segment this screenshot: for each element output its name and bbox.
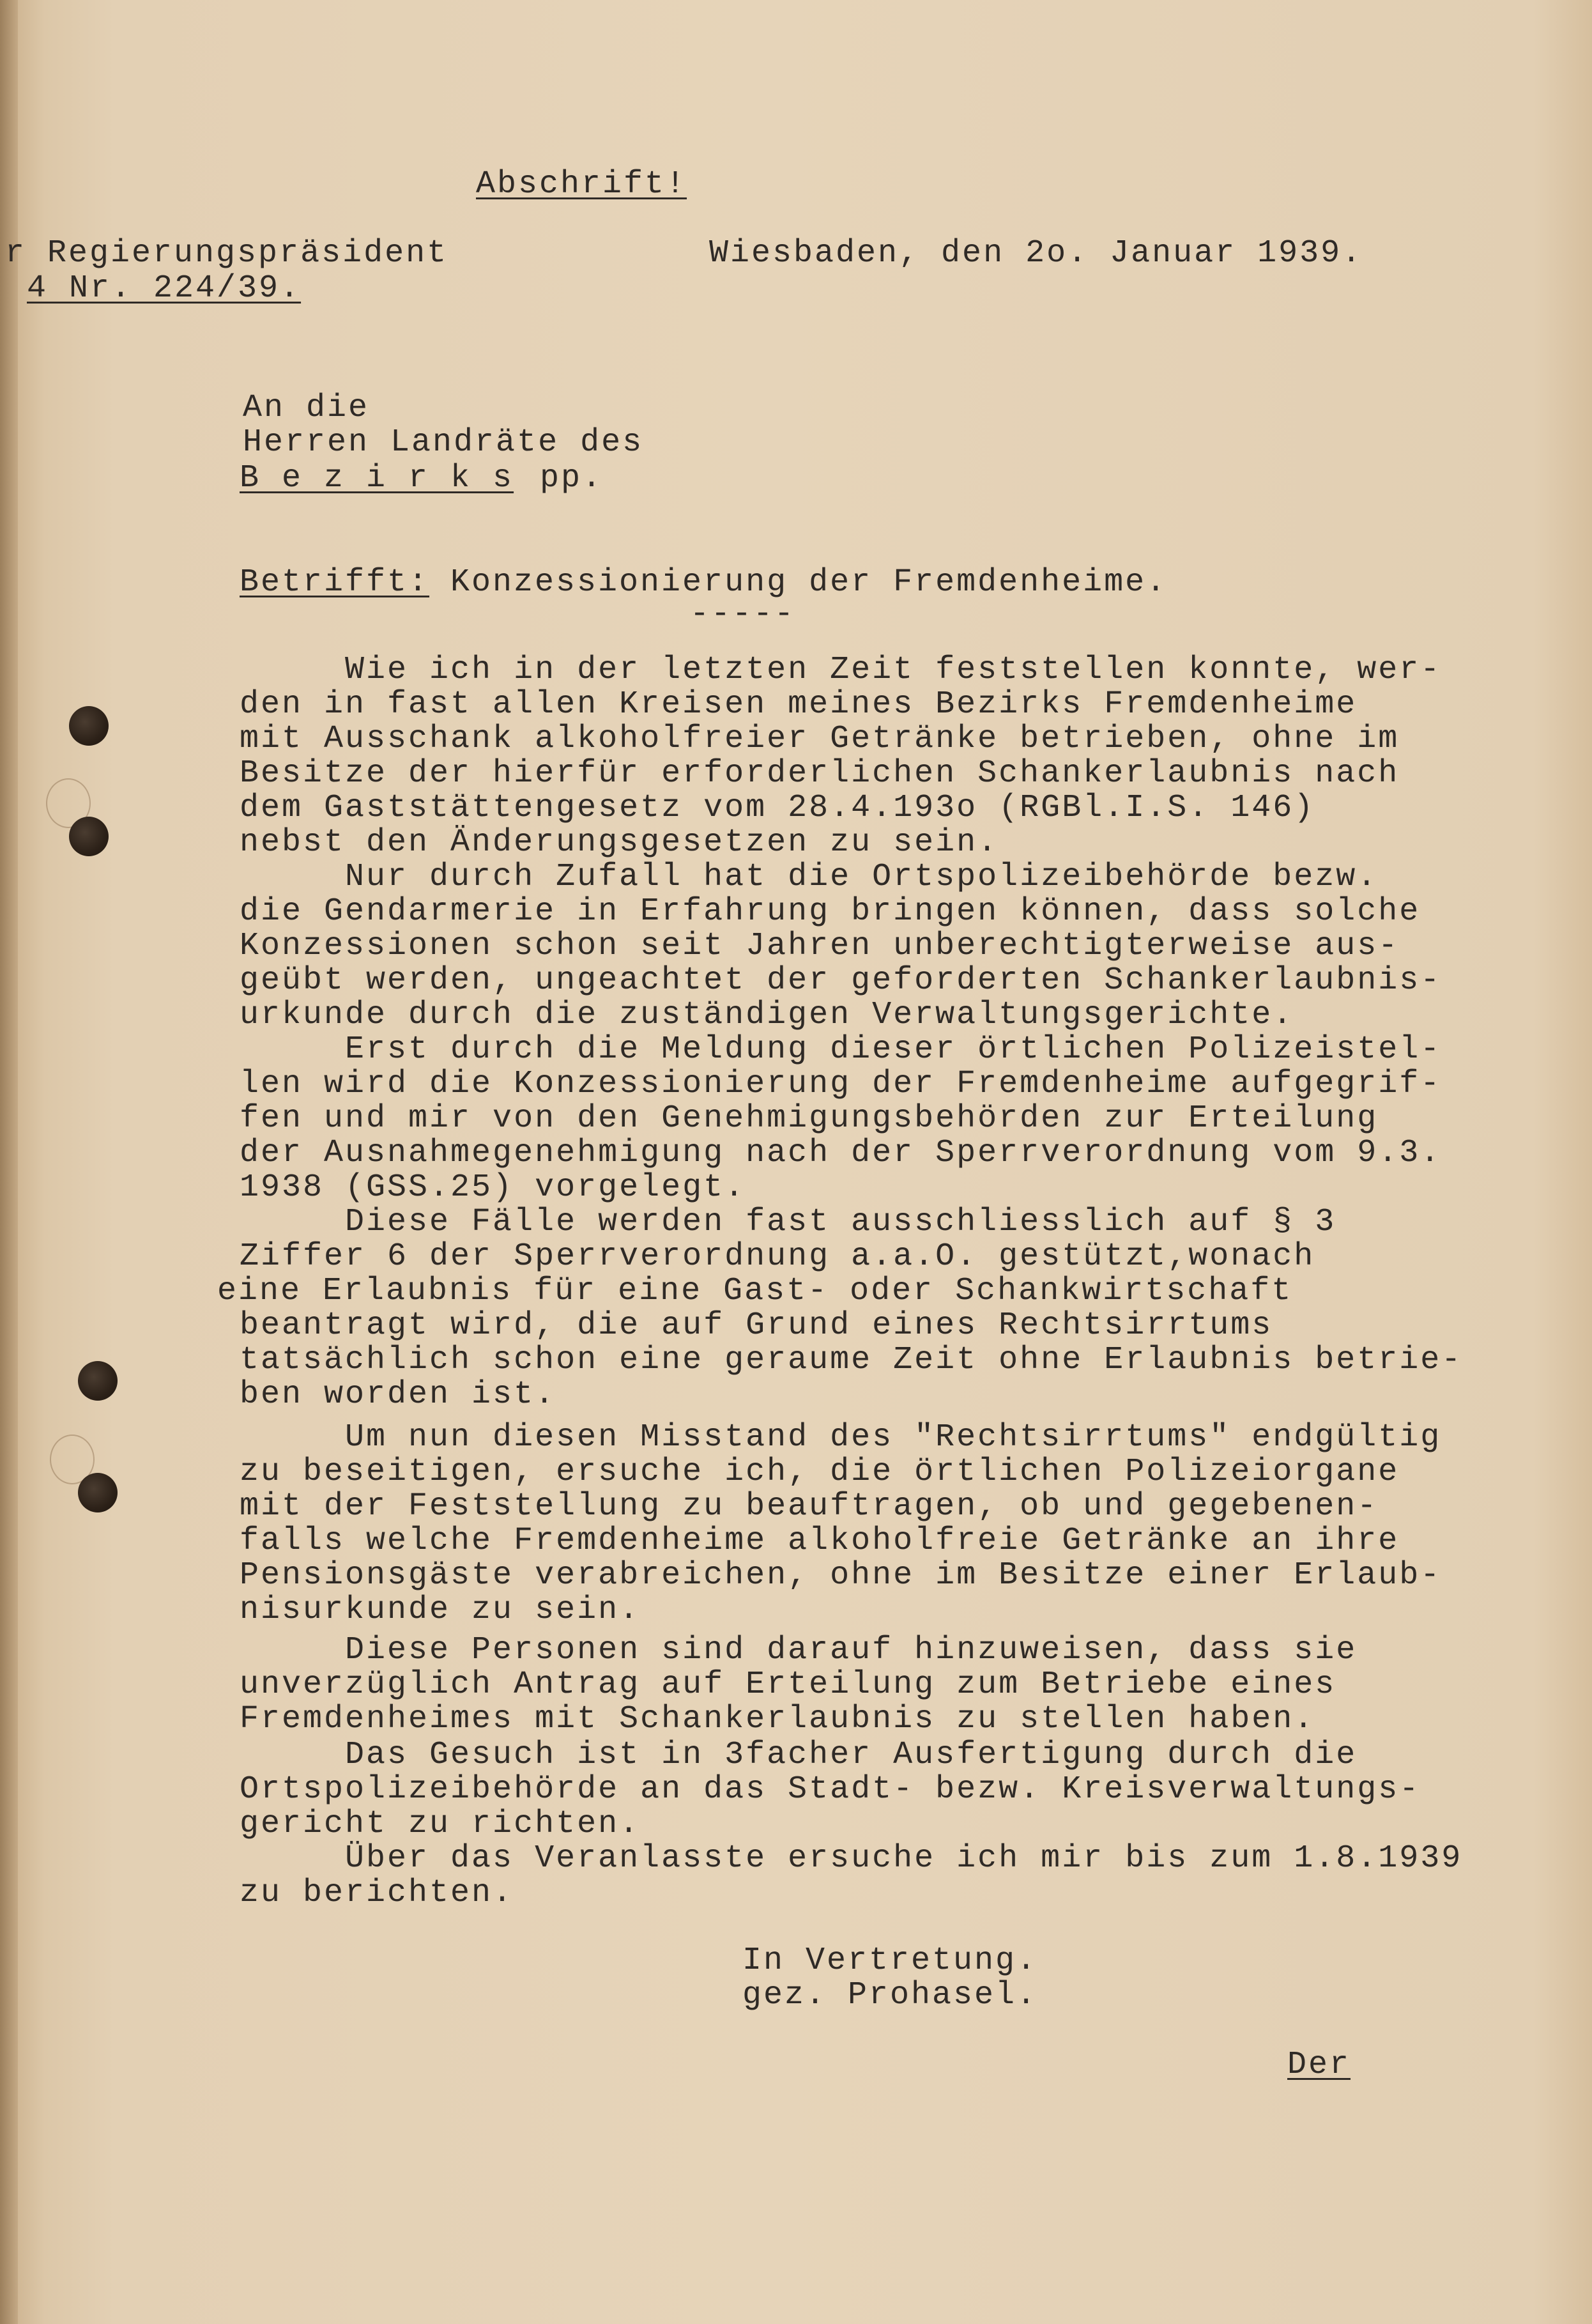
body-line: Diese Fälle werden fast ausschliesslich auf § 3	[240, 1204, 1336, 1240]
body-line: len wird die Konzessionierung der Fremdenheime aufgegrif-	[240, 1066, 1442, 1102]
subject-label: Betrifft:	[240, 564, 430, 601]
body-line: falls welche Fremdenheime alkoholfreie Getränke an ihre	[240, 1523, 1400, 1559]
binding-edge	[0, 0, 18, 2324]
body-line: zu berichten.	[240, 1875, 514, 1911]
body-line: Diese Personen sind darauf hinzuweisen, dass sie	[240, 1632, 1358, 1668]
body-line: urkunde durch die zuständigen Verwaltungsgerichte.	[240, 997, 1294, 1033]
body-line: Besitze der hierfür erforderlichen Schankerlaubnis nach	[240, 755, 1400, 792]
addressee-line-1: An die	[243, 390, 370, 426]
place-date: Wiesbaden, den 2o. Januar 1939.	[709, 235, 1363, 272]
subject-rule: -----	[690, 596, 796, 633]
body-line: Über das Veranlasste ersuche ich mir bis zum 1.8.1939	[240, 1840, 1463, 1877]
body-line: nebst den Änderungsgesetzen zu sein.	[240, 824, 999, 861]
body-line: eine Erlaubnis für eine Gast- oder Schankwirtschaft	[217, 1273, 1293, 1309]
body-line: gericht zu richten.	[240, 1806, 641, 1842]
body-line: Das Gesuch ist in 3facher Ausfertigung durch die	[240, 1737, 1358, 1773]
reference-number: 4 Nr. 224/39.	[27, 270, 302, 307]
body-line: Wie ich in der letzten Zeit feststellen konnte, wer-	[240, 652, 1442, 688]
body-line: den in fast allen Kreisen meines Bezirks Fremdenheime	[240, 686, 1358, 723]
sender-line: r Regierungspräsident	[5, 235, 448, 272]
punch-hole	[78, 1473, 118, 1512]
addressee-line-2: Herren Landräte des	[243, 424, 644, 461]
catchword: Der	[1287, 2047, 1351, 2083]
body-line: Ortspolizeibehörde an das Stadt- bezw. Kreisverwaltungs-	[240, 1771, 1421, 1808]
addressee-bezirks: B e z i r k s	[240, 460, 514, 496]
document-title: Abschrift!	[476, 166, 687, 203]
punch-hole	[78, 1361, 118, 1401]
body-line: Ziffer 6 der Sperrverordnung a.a.O. gestützt,wonach	[240, 1238, 1315, 1275]
body-line: geübt werden, ungeachtet der geforderten Schankerlaubnis-	[240, 962, 1442, 999]
punch-hole	[69, 706, 109, 746]
body-line: mit der Feststellung zu beauftragen, ob und gegebenen-	[240, 1488, 1379, 1525]
body-line: Um nun diesen Misstand des "Rechtsirrtums" endgültig	[240, 1419, 1442, 1456]
body-line: Erst durch die Meldung dieser örtlichen Polizeistel-	[240, 1031, 1442, 1068]
subject-text: Konzessionierung der Fremdenheime.	[450, 564, 1168, 601]
body-line: dem Gaststättengesetz vom 28.4.193o (RGBl.I.S. 146)	[240, 790, 1315, 826]
body-line: mit Ausschank alkoholfreier Getränke betrieben, ohne im	[240, 721, 1400, 757]
body-line: Nur durch Zufall hat die Ortspolizeibehörde bezw.	[240, 859, 1379, 895]
signature-line-1: In Vertretung.	[742, 1943, 1038, 1979]
body-line: zu beseitigen, ersuche ich, die örtlichen Polizeiorgane	[240, 1454, 1400, 1490]
body-line: fen und mir von den Genehmigungsbehörden zur Erteilung	[240, 1100, 1379, 1137]
body-line: nisurkunde zu sein.	[240, 1592, 641, 1628]
body-line: 1938 (GSS.25) vorgelegt.	[240, 1169, 746, 1206]
body-line: tatsächlich schon eine geraume Zeit ohne Erlaubnis betrie-	[240, 1342, 1463, 1378]
addressee-pp: pp.	[540, 460, 604, 496]
body-line: beantragt wird, die auf Grund eines Rechtsirrtums	[240, 1307, 1273, 1344]
body-line: der Ausnahmegenehmigung nach der Sperrverordnung vom 9.3.	[240, 1135, 1442, 1171]
body-line: die Gendarmerie in Erfahrung bringen können, dass solche	[240, 893, 1421, 930]
body-line: Konzessionen schon seit Jahren unberechtigterweise aus-	[240, 928, 1400, 964]
body-line: ben worden ist.	[240, 1376, 556, 1413]
body-line: Pensionsgäste verabreichen, ohne im Besitze einer Erlaub-	[240, 1557, 1442, 1594]
signature-line-2: gez. Prohasel.	[742, 1977, 1038, 2013]
punch-hole	[69, 817, 109, 856]
body-line: Fremdenheimes mit Schankerlaubnis zu stellen haben.	[240, 1701, 1315, 1737]
body-line: unverzüglich Antrag auf Erteilung zum Betriebe eines	[240, 1666, 1336, 1703]
